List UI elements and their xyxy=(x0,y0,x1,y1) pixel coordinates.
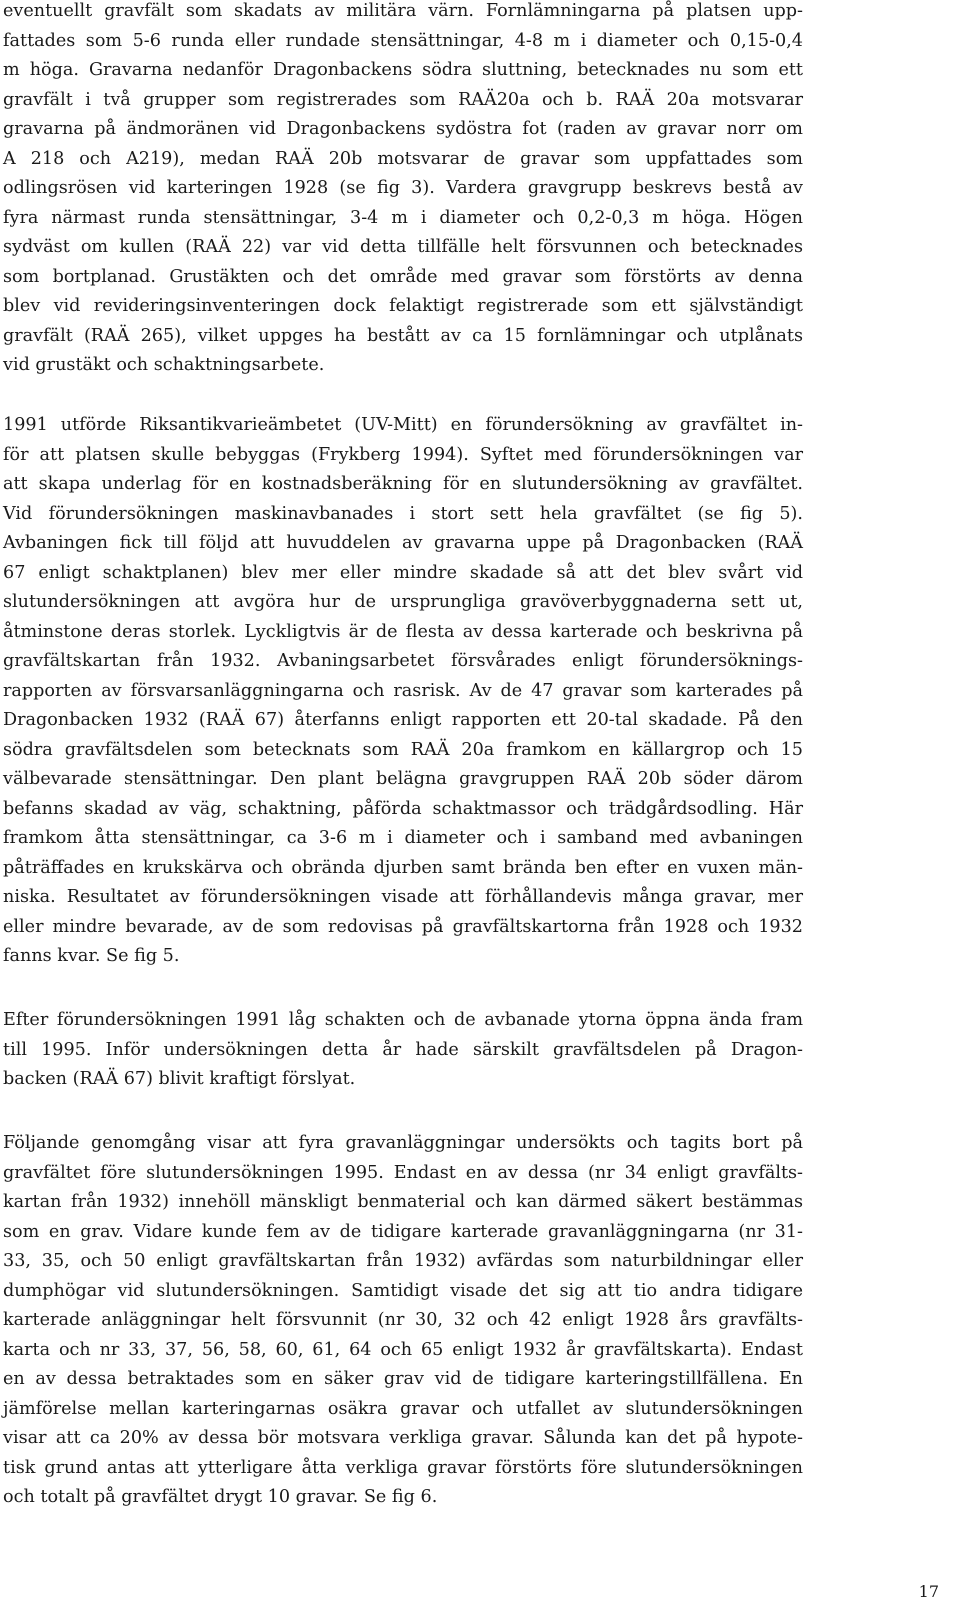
paragraph-4 xyxy=(3,1129,803,1513)
text-line: rapporten av försvarsanläggningarna och rasrisk. Av de 47 gravar som karterades på xyxy=(3,680,803,701)
text-line: fattades som 5-6 runda eller rundade stensättningar, 4-8 m i diameter och 0,15-0,4 xyxy=(3,30,803,51)
text-line: som en grav. Vidare kunde fem av de tidigare karterade gravanläggningarna (nr 31- xyxy=(3,1221,803,1242)
text-line: en av dessa betraktades som en säker grav vid de tidigare karteringstillfällena. En xyxy=(3,1369,803,1389)
text-line: att skapa underlag för en kostnadsberäkning för en slutundersökning av gravfältet. xyxy=(3,474,803,494)
text-line: Följande genomgång visar att fyra gravanläggningar undersökts och tagits bort på xyxy=(3,1133,803,1153)
text-line: kartan från 1932) innehöll mänskligt benmaterial och kan därmed säkert bestämmas xyxy=(3,1192,803,1212)
text-line: tisk grund antas att ytterligare åtta verkliga gravar förstörts före slutundersökningen xyxy=(3,1457,803,1478)
text-line: södra gravfältsdelen som betecknats som RAÄ 20a framkom en källargrop och 15 xyxy=(3,739,803,760)
text-line: befanns skadad av väg, schaktning, påförda schaktmassor och trädgårdsodling. Här xyxy=(3,798,803,819)
text-line: påträffades en krukskärva och obrända djurben samt brända ben efter en vuxen män- xyxy=(3,857,803,878)
text-line: jämförelse mellan karteringarnas osäkra gravar och utfallet av slutundersökningen xyxy=(3,1398,803,1419)
text-line: och totalt på gravfältet drygt 10 gravar. Se fig 6. xyxy=(3,1487,438,1507)
text-line: Vid förundersökningen maskinavbanades i stort sett hela gravfältet (se fig 5). xyxy=(3,503,803,524)
text-line: gravfältet före slutundersökningen 1995. Endast en av dessa (nr 34 enligt gravfälts- xyxy=(3,1162,803,1183)
text-line: visar att ca 20% av dessa bör motsvara verkliga gravar. Sålunda kan det på hypote- xyxy=(3,1428,803,1448)
page-number: 17 xyxy=(918,1582,939,1601)
text-line: gravfält (RAÄ 265), vilket uppges ha bestått av ca 15 fornlämningar och utplånats xyxy=(3,325,803,346)
text-line: m höga. Gravarna nedanför Dragonbackens södra sluttning, betecknades nu som ett xyxy=(3,60,803,80)
text-line: karta och nr 33, 37, 56, 58, 60, 61, 64 och 65 enligt 1932 år gravfältskarta). Endast xyxy=(3,1339,803,1360)
text-line: dumphögar vid slutundersökningen. Samtidigt visade det sig att tio andra tidigare xyxy=(3,1280,803,1301)
text-line: karterade anläggningar helt försvunnit (nr 30, 32 och 42 enligt 1928 års gravfälts- xyxy=(3,1310,803,1330)
text-line: vid grustäkt och schaktningsarbete. xyxy=(3,355,325,375)
text-line: gravfält i två grupper som registrerades som RAÄ20a och b. RAÄ 20a motsvarar xyxy=(3,89,803,110)
text-line: eventuellt gravfält som skadats av militära värn. Fornlämningarna på platsen upp- xyxy=(3,1,803,21)
text-line: som bortplanad. Grustäkten och det område med gravar som förstörts av denna xyxy=(3,266,803,287)
text-line: blev vid revideringsinventeringen dock felaktigt registrerade som ett självständigt xyxy=(3,296,803,316)
text-line: 33, 35, och 50 enligt gravfältskartan från 1932) avfärdas som naturbildningar eller xyxy=(3,1251,803,1271)
text-line: eller mindre bevarade, av de som redovisas på gravfältskartorna från 1928 och 1932 xyxy=(3,916,803,937)
paragraph-1 xyxy=(3,0,803,381)
text-line: fyra närmast runda stensättningar, 3-4 m i diameter och 0,2-0,3 m höga. Högen xyxy=(3,207,803,228)
text-line: A 218 och A219), medan RAÄ 20b motsvarar de gravar som uppfattades som xyxy=(3,148,803,169)
text-line: 1991 utförde Riksantikvarieämbetet (UV-Mitt) en förundersökning av gravfältet in- xyxy=(3,415,803,435)
text-line: Efter förundersökningen 1991 låg schakten och de avbanade ytorna öppna ända fram xyxy=(3,1010,803,1030)
text-line: odlingsrösen vid karteringen 1928 (se fig 3). Vardera gravgrupp beskrevs bestå av xyxy=(3,178,803,198)
text-line: niska. Resultatet av förundersökningen visade att förhållandevis många gravar, mer xyxy=(3,887,803,907)
paragraph-3 xyxy=(3,1006,803,1095)
text-line: Dragonbacken 1932 (RAÄ 67) återfanns enligt rapporten ett 20-tal skadade. På den xyxy=(3,710,803,730)
text-line: framkom åtta stensättningar, ca 3-6 m i diameter och i samband med avbaningen xyxy=(3,828,803,848)
text-line: fanns kvar. Se fig 5. xyxy=(3,946,180,966)
paragraph-2 xyxy=(3,411,803,972)
text-line: Avbaningen fick till följd att huvuddelen av gravarna uppe på Dragonbacken (RAÄ xyxy=(3,533,803,553)
text-line: sydväst om kullen (RAÄ 22) var vid detta tillfälle helt försvunnen och betecknades xyxy=(3,237,803,257)
text-line: backen (RAÄ 67) blivit kraftigt förslyat. xyxy=(3,1069,356,1089)
text-line: välbevarade stensättningar. Den plant belägna gravgruppen RAÄ 20b söder därom xyxy=(3,769,803,789)
text-line: slutundersökningen att avgöra hur de ursprungliga gravöverbyggnaderna sett ut, xyxy=(3,592,803,612)
text-line: 67 enligt schaktplanen) blev mer eller mindre skadade så att det blev svårt vid xyxy=(3,562,803,583)
text-line: för att platsen skulle bebyggas (Frykberg 1994). Syftet med förundersökningen var xyxy=(3,444,803,465)
text-line: gravfältskartan från 1932. Avbaningsarbetet försvårades enligt förundersöknings- xyxy=(3,651,803,671)
text-line: gravarna på ändmoränen vid Dragonbackens sydöstra fot (raden av gravar norr om xyxy=(3,119,803,139)
text-line: åtminstone deras storlek. Lyckligtvis är de flesta av dessa karterade och beskrivna på xyxy=(3,621,803,642)
text-line: till 1995. Inför undersökningen detta år hade särskilt gravfältsdelen på Dragon- xyxy=(3,1039,803,1060)
